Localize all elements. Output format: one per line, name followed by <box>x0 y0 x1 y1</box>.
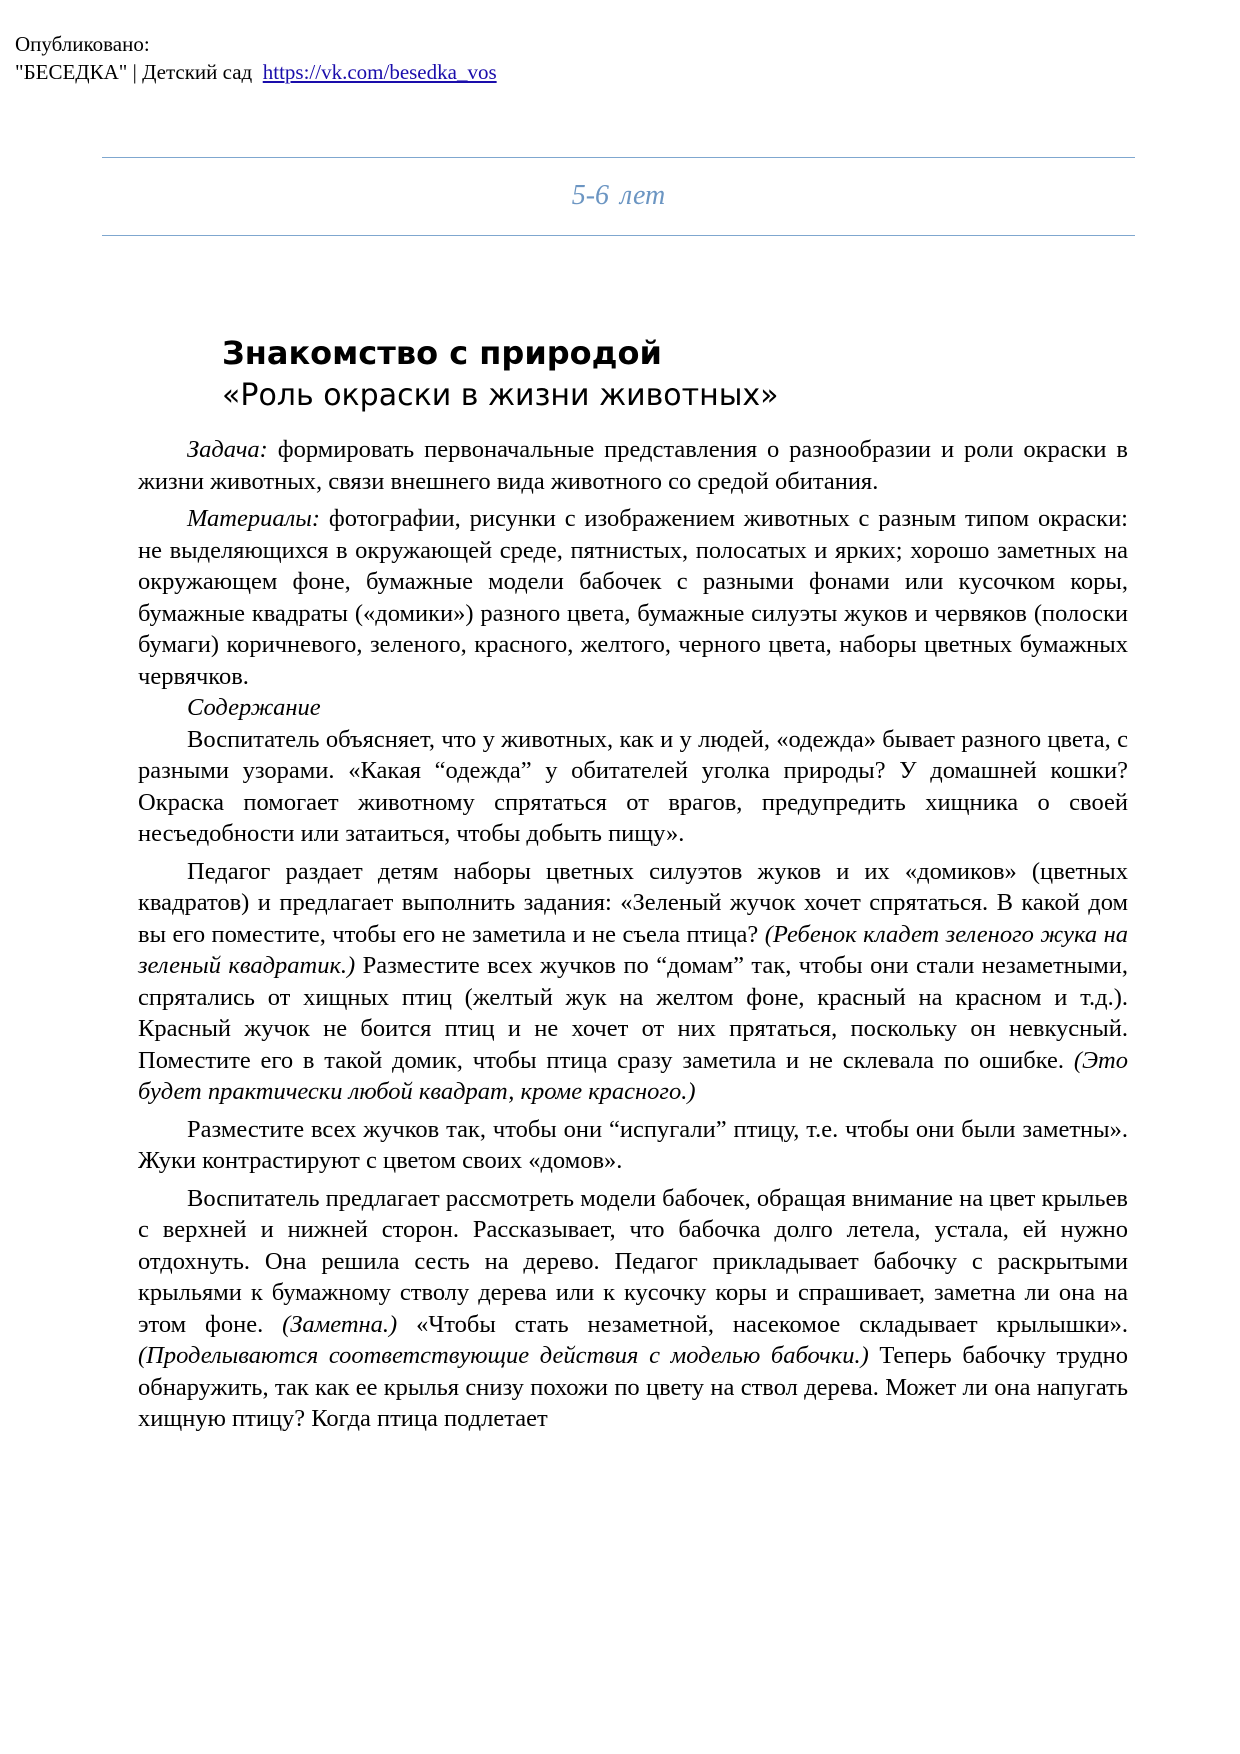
lesson-body <box>138 434 1128 1435</box>
title-sub: «Роль окраски в жизни животных» <box>222 378 779 413</box>
title-main: Знакомство с природой <box>222 334 662 372</box>
publication-note <box>15 30 497 86</box>
paragraph-1: Воспитатель объясняет, что у животных, как и у людей, «одежда» бывает разного цвета, с разными узорами. «Какая “одежда” у обитателей уголка природы? У домашней кошки? Окраска помогает животному спрятаться от врагов, предупредить хищника о своей несъедобности или затаиться, чтобы добыть пищу». <box>138 725 1128 847</box>
task-paragraph <box>138 434 1128 497</box>
paragraph-2-note-1: (Ребенок кладет зеленого жука на зеленый квадратик.) <box>138 920 1128 979</box>
materials-paragraph <box>138 503 1128 692</box>
paragraph-4-note-2: (Проделываются соответствующие действия с моделью бабочки.) <box>138 1342 869 1369</box>
materials-text: фотографии, рисунки с изображением животных с разным типом окраски: не выделяющихся в окружающей среде, пятнистых, полосатых и ярких; хорошо заметных на окружающем фоне, бумажные модели бабочек с разными фонами или кусочком коры, бумажные квадраты («домики») разного цвета, бумажные силуэты жуков и червяков (полоски бумаги) коричневого, зеленого, красного, желтого, черного цвета, наборы цветных бумажных червячков. <box>138 505 1128 690</box>
paragraph-2: Педагог раздает детям наборы цветных силуэтов жуков и их «домиков» (цветных квадратов) и предлагает выполнить задания: «Зеленый жучок хочет спрятаться. В какой дом вы его поместите, чтобы его не заметила и не съела птица? (Ребенок кладет зеленого жука на зеленый квадратик.) Разместите всех жучков по “домам” так, чтобы они стали незаметными, спрятались от хищных птиц (желтый жук на желтом фоне, красный на красном и т.д.). Красный жучок не боится птиц и не хочет от них прятаться, поскольку он невкусный. Поместите его в такой домик, чтобы птица сразу заметила и не склевала по ошибке. (Это будет практически любой квадрат, кроме красного.) <box>138 857 1128 1105</box>
top-rule <box>102 157 1135 158</box>
content-heading: Содержание <box>187 694 321 721</box>
source-text: "БЕСЕДКА" | Детский сад <box>15 60 253 84</box>
bottom-rule <box>102 235 1135 236</box>
paragraph-4-note-1: (Заметна.) <box>282 1310 398 1338</box>
materials-label: Материалы: <box>187 505 321 532</box>
source-link[interactable]: https://vk.com/besedka_vos <box>262 60 497 84</box>
task-label: Задача: <box>187 436 268 463</box>
paragraph-4: Воспитатель предлагает рассмотреть модели бабочек, обращая внимание на цвет крыльев с верхней и нижней сторон. Рассказывает, что бабочка долго летела, устала, ей нужно отдохнуть. Она решила сесть на дерево. Педагог прикладывает бабочку с раскрытыми крыльями к бумажному стволу дерева или к кусочку коры и спрашивает, заметна ли она на этом фоне. (Заметна.) «Чтобы стать незаметной, насекомое складывает крылышки». (Проделываются соответствующие действия с моделью бабочки.) Теперь бабочку трудно обнаружить, так как ее крылья снизу похожи по цвету на ствол дерева. Может ли она напугать хищную птицу? Когда птица подлетает <box>138 1184 1128 1432</box>
source-line <box>15 58 497 86</box>
paragraph-2-note-2: (Это будет практически любой квадрат, кроме красного.) <box>138 1046 1128 1105</box>
age-band: 5-6 лет <box>571 180 666 211</box>
published-label: Опубликовано: <box>15 32 150 56</box>
lesson-title <box>222 332 779 418</box>
task-text: формировать первоначальные представления о разнообразии и роли окраски в жизни животных, связи внешнего вида животного со средой обитания. <box>138 436 1128 495</box>
paragraph-3: Разместите всех жучков так, чтобы они “испугали” птицу, т.е. чтобы они были заметны». Жуки контрастируют с цветом своих «домов». <box>138 1115 1128 1174</box>
